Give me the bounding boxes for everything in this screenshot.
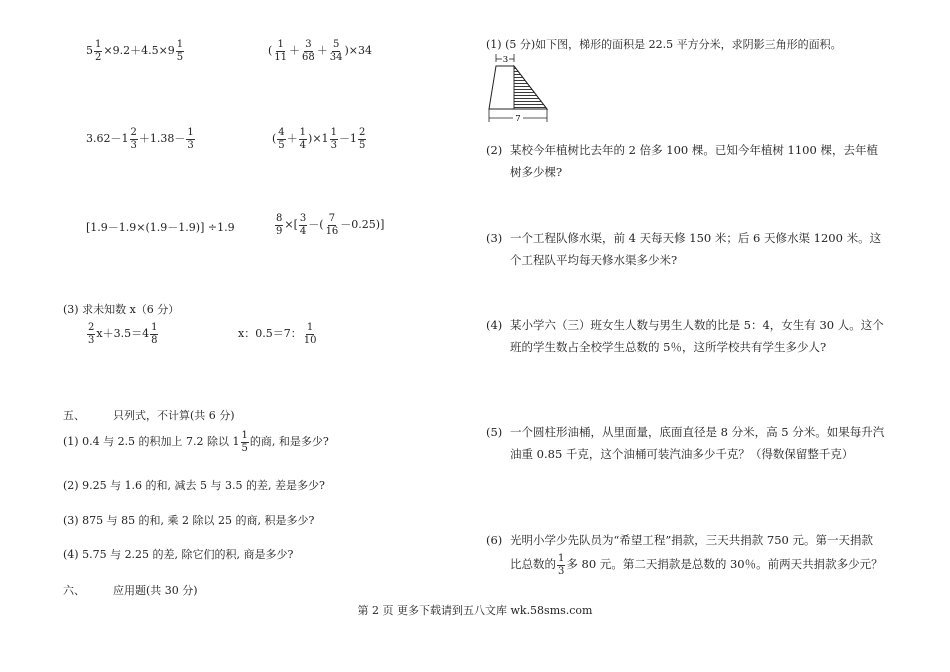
calc-r3b: $\frac{8}{9}$ ×[ $\frac{3}{4}$ －( $\frac{7}{16}$ －0.25)] — [276, 213, 385, 237]
section5-q2: (2) 9.25 与 1.6 的和, 减去 5 与 3.5 的差, 差是多少? — [63, 479, 325, 492]
trapezoid-top-label: 3 — [502, 55, 509, 65]
section6-title: 应用题(共 30 分) — [113, 584, 198, 597]
calc-r1a: 5 $\frac{1}{2}$ ×9.2＋4.5×9 $\frac{1}{5}$ — [86, 39, 184, 63]
q1: (1) (5 分)如下图，梯形的面积是 22.5 平方分米，求阴影三角形的面积。 — [486, 38, 842, 51]
section6-number: 六、 — [63, 584, 85, 597]
q4: (4) 某小学六（三）班女生人数与男生人数的比是 5：4，女生有 30 人。这个班的学生数占全校学生总数的 5％，这所学校共有学生多少人? — [486, 318, 884, 354]
section5-title: 只列式，不计算(共 6 分) — [113, 409, 235, 422]
calc-r2a: 3.62－1 $\frac{2}{3}$ ＋1.38－ $\frac{1}{3}$ — [86, 127, 194, 151]
section5-q1: (1) 0.4 与 2.5 的积加上 7.2 除以 1 $\frac{1}{5}$ 的商, 和是多少? — [63, 430, 329, 454]
q6: (6) 光明小学少先队员为“希望工程”捐款，三天共捐款 750 元。第一天捐款 比总数的 $\frac{1}{3}$ 多 80 元。第二天捐款是总数的 30％。前两天共捐款多少元？ — [486, 533, 883, 577]
solve-eq2: x：0.5＝7： $\frac{1}{10}$ — [238, 322, 317, 346]
q2: (2) 某校今年植树比去年的 2 倍多 100 棵。已知今年植树 1100 棵，去年植树多少棵? — [486, 143, 878, 179]
shaded-triangle — [514, 66, 547, 109]
solve-title: (3) 求未知数 x（6 分） — [63, 303, 180, 316]
calc-r3a: [1.9－1.9×(1.9－1.9)] ÷1.9 — [86, 221, 235, 234]
section5-q4: (4) 5.75 与 2.25 的差, 除它们的积, 商是多少? — [63, 548, 294, 561]
section5-q3: (3) 875 与 85 的和, 乘 2 除以 25 的商, 积是多少? — [63, 514, 315, 527]
q3: (3) 一个工程队修水渠，前 4 天每天修 150 米；后 6 天修水渠 1200 米。这个工程队平均每天修水渠多少米? — [486, 231, 882, 267]
footer-page-info: 第 2 页 更多下载请到五八文库 wk.58sms.com — [357, 604, 593, 617]
calc-r2b: ( $\frac{4}{5}$ ＋ $\frac{1}{4}$ )×1 $\frac{1}{3}$ －1 $\frac{2}{5}$ — [272, 127, 366, 151]
trapezoid-figure — [482, 52, 554, 128]
q5: (5) 一个圆柱形油桶，从里面量，底面直径是 8 分米，高 5 分米。如果每升汽油重 0.85 千克，这个油桶可装汽油多少千克？（得数保留整千克） — [486, 425, 885, 461]
calc-r1b: ( $\frac{1}{11}$ ＋ $\frac{3}{68}$ ＋ $\frac{5}{34}$ )×34 — [268, 39, 373, 63]
trapezoid-bottom-label: 7 — [515, 114, 521, 124]
section5-number: 五、 — [63, 409, 85, 422]
solve-eq1: $\frac{2}{3}$ x＋3.5＝4 $\frac{1}{8}$ — [88, 322, 158, 346]
